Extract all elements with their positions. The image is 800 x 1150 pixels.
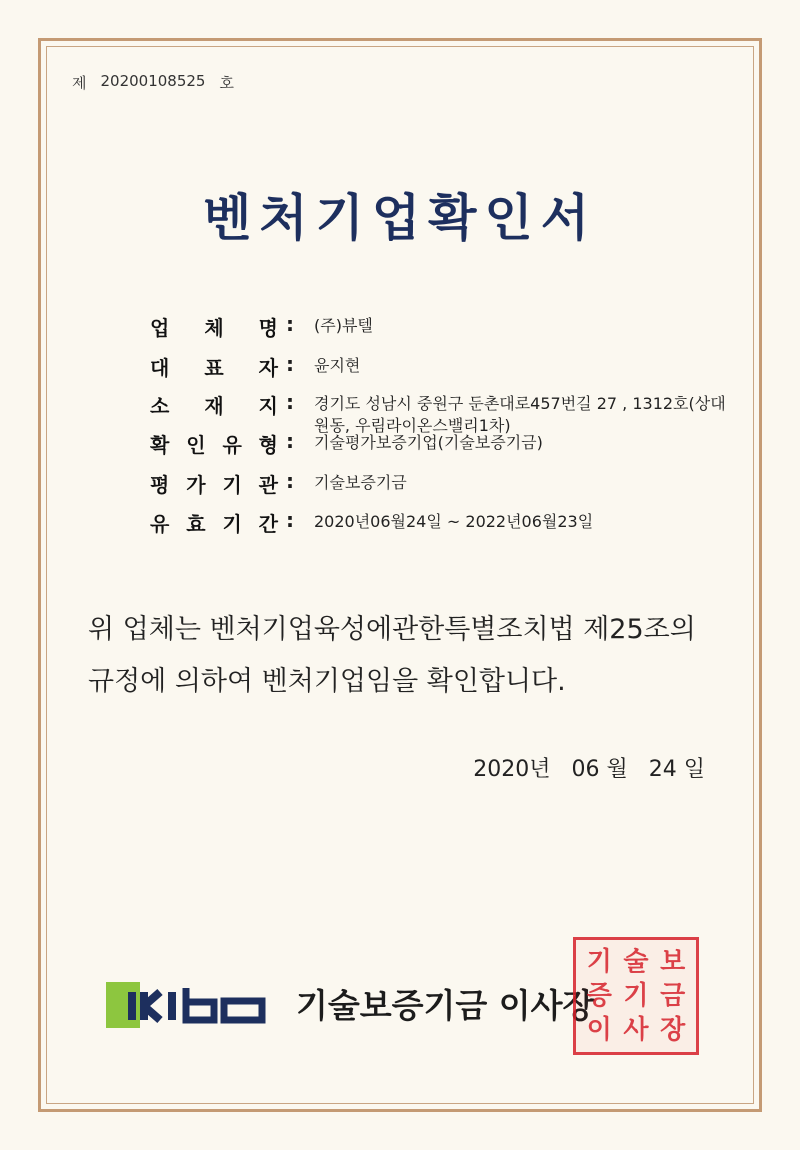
- field-label: [150, 429, 278, 458]
- field-label-char: 소: [150, 394, 170, 418]
- field-label-char: 업: [150, 316, 170, 340]
- field-label: [150, 469, 278, 498]
- field-label-char: 유: [222, 433, 242, 457]
- kibo-logo-stroke: [128, 992, 136, 1020]
- official-seal-stamp: [573, 937, 699, 1055]
- field-value: 윤지현: [314, 356, 361, 375]
- field-label-char: 명: [258, 316, 278, 340]
- seal-glyph: 기: [586, 947, 612, 977]
- field-label-char: 효: [186, 512, 206, 536]
- field-colon: :: [286, 312, 294, 336]
- seal-glyph: 금: [660, 981, 686, 1011]
- statement-line-2: 규정에 의하여 벤처기업임을 확인합니다.: [88, 666, 566, 697]
- field-label-char: 형: [258, 433, 278, 457]
- certificate-number-prefix: 제: [72, 74, 87, 92]
- seal-glyph: 사: [623, 1015, 649, 1045]
- seal-glyph: 장: [660, 1015, 686, 1045]
- issue-month: 06: [571, 757, 600, 782]
- field-label: [150, 390, 278, 419]
- field-label-char: 지: [258, 394, 278, 418]
- field-label: [150, 352, 278, 381]
- field-label-char: 대: [150, 356, 170, 380]
- field-value: 기술평가보증기업(기술보증기금): [314, 433, 543, 452]
- field-label-char: 인: [186, 433, 206, 457]
- field-label-char: 표: [204, 356, 224, 380]
- field-colon: :: [286, 469, 294, 493]
- issue-day-unit: 일: [683, 757, 705, 782]
- field-label-char: 자: [258, 356, 278, 380]
- seal-glyph: 증: [586, 981, 612, 1011]
- field-value: 경기도 성남시 중원구 둔촌대로457번길 27 , 1312호(상대원동, 우림라이온스밸리1차): [314, 394, 726, 435]
- kibo-logo-letter-i: [168, 992, 176, 1020]
- kibo-logo-letter-b: [186, 988, 214, 1020]
- issue-year-unit: 년: [529, 757, 551, 782]
- seal-glyph: 보: [660, 947, 686, 977]
- seal-glyph: 이: [586, 1015, 612, 1045]
- field-label-char: 기: [222, 473, 242, 497]
- issue-year: 2020: [473, 757, 530, 782]
- field-label-char: 확: [150, 433, 170, 457]
- field-value: 기술보증기금: [314, 473, 407, 492]
- field-label-char: 유: [150, 512, 170, 536]
- kibo-logo: [106, 982, 274, 1028]
- confirmation-statement: [88, 604, 738, 708]
- kibo-logo-letter-o: [224, 1001, 262, 1020]
- field-label-char: 간: [258, 512, 278, 536]
- field-label-char: 재: [204, 394, 224, 418]
- field-colon: :: [286, 508, 294, 532]
- field-label: [150, 312, 278, 341]
- field-label-char: 체: [204, 316, 224, 340]
- field-label: [150, 508, 278, 537]
- field-colon: :: [286, 390, 294, 414]
- issue-month-unit: 월: [606, 757, 628, 782]
- certificate-number: [72, 72, 234, 93]
- field-colon: :: [286, 429, 294, 453]
- seal-glyph: 술: [623, 947, 649, 977]
- field-label-char: 관: [258, 473, 278, 497]
- field-label-char: 평: [150, 473, 170, 497]
- certificate-number-suffix: 호: [219, 74, 234, 92]
- certificate-title: 벤처기업확인서: [202, 188, 598, 247]
- issue-day: 24: [648, 757, 677, 782]
- issue-date: [473, 752, 705, 783]
- kibo-logo-letter-k: [144, 992, 160, 1020]
- field-label-char: 기: [222, 512, 242, 536]
- field-value: (주)뷰텔: [314, 316, 373, 335]
- field-value: 2020년06월24일 ~ 2022년06월23일: [314, 512, 594, 531]
- statement-line-1: 위 업체는 벤처기업육성에관한특별조치법 제25조의: [88, 614, 696, 645]
- certificate-number-value: 20200108525: [100, 72, 206, 90]
- field-colon: :: [286, 352, 294, 376]
- issuer-name: 기술보증기금 이사장: [296, 986, 595, 1025]
- seal-glyph: 기: [623, 981, 649, 1011]
- field-label-char: 가: [186, 473, 206, 497]
